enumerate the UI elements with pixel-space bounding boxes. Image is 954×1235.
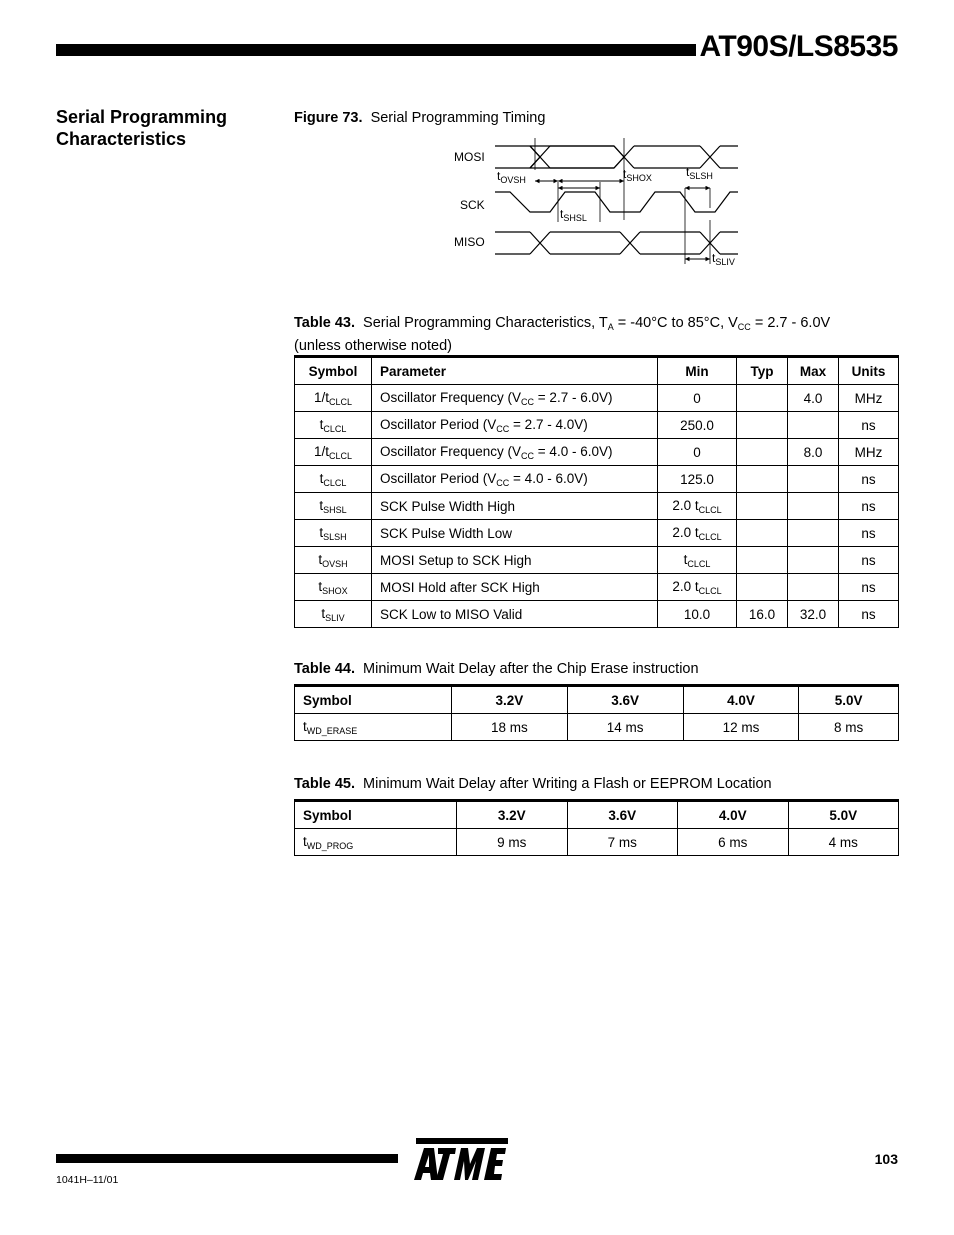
parameter-text-post: = 2.7 - 4.0V) [509,416,588,432]
th-units: Units [839,357,899,385]
table-header-row [295,801,899,829]
table-row [295,547,899,574]
th-3-6v: 3.6V [567,686,683,714]
th-symbol: Symbol [295,357,372,385]
parameter-text: Oscillator Period (V [380,470,497,486]
table-row [295,714,899,741]
symbol-sub: SLIV [325,612,345,623]
table43-caption-part: = -40°C to 85°C, V [613,315,738,331]
cell-symbol [295,466,372,493]
table45-caption-text: Minimum Wait Delay after Writing a Flash or EEPROM Location [363,776,772,792]
table43-caption-sub: A [607,322,614,332]
table43-caption-note: (unless otherwise noted) [294,338,452,354]
section-title: Serial Programming Characteristics [56,107,228,149]
parameter-sub: CC [496,477,510,488]
parameter-text: SCK Low to MISO Valid [380,606,523,622]
cell-symbol [295,547,372,574]
figure-caption-text: Serial Programming Timing [370,110,546,126]
th-symbol: Symbol [295,686,452,714]
cell-min [658,493,737,520]
label-tsliv: $t_{SLIV}$ [712,251,735,267]
units-value: ns [861,579,876,595]
th-4-0v: 4.0V [678,801,789,829]
units-value: ns [861,498,876,514]
cell-min [658,574,737,601]
cell-typ [737,493,788,520]
page-number: 103 [874,1151,898,1167]
cell-value: 9 ms [457,829,568,856]
min-value: 250.0 [680,417,714,433]
table-row [295,829,899,856]
sck-waveform [495,192,738,212]
symbol-sub: SLSH [323,531,347,542]
min-sub: CLCL [698,504,722,515]
symbol-base: t [319,524,324,540]
typ-value: 16.0 [748,606,776,622]
cell-parameter [372,601,658,628]
parameter-text-post: = 4.0 - 6.0V) [534,443,613,459]
symbol-base: t [303,833,307,849]
min-value: 125.0 [680,471,714,487]
symbol-sub: CLCL [329,396,353,407]
units-value: MHz [854,444,883,460]
min-value: 2.0 t [672,578,699,594]
timing-diagram [440,130,750,275]
units-value: ns [861,471,876,487]
th-typ: Typ [737,357,788,385]
cell-max [788,547,839,574]
label-tshsl: $t_{SHSL}$ [560,207,587,223]
min-sub: CLCL [698,531,722,542]
cell-value: 18 ms [452,714,568,741]
cell-parameter [372,439,658,466]
cell-typ [737,439,788,466]
cell-units [839,601,899,628]
table43-caption [294,314,900,356]
min-value: 2.0 t [672,497,699,513]
table-header-row [295,357,899,385]
cell-typ [737,466,788,493]
cell-typ [737,412,788,439]
table45-caption [294,775,772,794]
min-value: 0 [693,390,701,406]
footer-rule [56,1154,398,1163]
cell-symbol [295,574,372,601]
min-value: 2.0 t [672,524,699,540]
table43-label: Table 43. [294,315,355,331]
parameter-sub: CC [496,423,510,434]
table-row [295,520,899,547]
table-row [295,439,899,466]
table-row [295,466,899,493]
cell-symbol [295,714,452,741]
symbol-sub: SHOX [322,585,348,596]
cell-value: 6 ms [678,829,789,856]
table43-caption-part: = 2.7 - 6.0V [750,315,831,331]
symbol-sub: CLCL [323,477,347,488]
cell-max [788,466,839,493]
cell-parameter [372,412,658,439]
cell-symbol [295,829,457,856]
cell-symbol [295,493,372,520]
symbol-sub: OVSH [322,558,348,569]
cell-value: 4 ms [788,829,899,856]
cell-symbol [295,520,372,547]
units-value: ns [861,417,876,433]
cell-typ [737,520,788,547]
cell-max [788,493,839,520]
parameter-text: Oscillator Period (V [380,416,497,432]
table44 [294,684,899,741]
parameter-sub: CC [521,450,535,461]
cell-min [658,439,737,466]
cell-typ [737,574,788,601]
mosi-waveform [495,146,738,168]
cell-symbol [295,385,372,412]
parameter-text-post: = 2.7 - 6.0V) [534,389,613,405]
cell-units [839,493,899,520]
symbol-base: t [318,578,323,594]
symbol-sub: WD_ERASE [306,725,358,736]
cell-units [839,466,899,493]
th-5-0v: 5.0V [788,801,899,829]
parameter-text: MOSI Hold after SCK High [380,579,540,595]
table43 [294,355,899,628]
units-value: ns [861,606,876,622]
th-3-2v: 3.2V [452,686,568,714]
parameter-sub: CC [521,396,535,407]
min-sub: CLCL [698,585,722,596]
th-3-6v: 3.6V [567,801,678,829]
signal-label-mosi: MOSI [454,150,485,164]
symbol-base: t [319,470,324,486]
units-value: ns [861,552,876,568]
th-symbol: Symbol [295,801,457,829]
cell-typ [737,385,788,412]
table-row [295,493,899,520]
cell-typ [737,601,788,628]
cell-symbol [295,412,372,439]
th-4-0v: 4.0V [683,686,799,714]
table44-caption-text: Minimum Wait Delay after the Chip Erase instruction [363,661,699,677]
th-min: Min [658,357,737,385]
units-value: MHz [854,390,883,406]
cell-min [658,385,737,412]
table-row [295,574,899,601]
min-sub: CLCL [687,558,711,569]
cell-symbol [295,439,372,466]
parameter-text: Oscillator Frequency (V [380,443,522,459]
cell-parameter [372,574,658,601]
th-3-2v: 3.2V [457,801,568,829]
min-value: t [683,551,688,567]
th-max: Max [788,357,839,385]
cell-value: 14 ms [567,714,683,741]
cell-max [788,574,839,601]
label-tovsh: $t_{OVSH}$ [497,169,526,185]
symbol-sub: SHSL [323,504,347,515]
cell-min [658,547,737,574]
signal-label-sck: SCK [460,198,485,212]
max-value: 32.0 [799,606,827,622]
symbol-base: t [321,605,326,621]
label-tslsh: $t_{SLSH}$ [686,165,713,181]
table44-label: Table 44. [294,661,355,677]
cell-max [788,412,839,439]
cell-units [839,520,899,547]
cell-typ [737,547,788,574]
min-value: 10.0 [683,606,711,622]
symbol-base: t [319,497,324,513]
parameter-text: MOSI Setup to SCK High [380,552,532,568]
document-code: 1041H–11/01 [56,1174,119,1186]
symbol-sub: CLCL [323,423,347,434]
atmel-logo [410,1136,510,1184]
cell-parameter [372,493,658,520]
parameter-text: SCK Pulse Width High [380,498,516,514]
page-title: AT90S/LS8535 [699,30,898,63]
header-rule [56,44,696,56]
cell-value: 8 ms [799,714,899,741]
table43-caption-sub: CC [737,322,751,332]
cell-units [839,439,899,466]
table43-caption-part: Serial Programming Characteristics, T [363,315,608,331]
cell-value: 7 ms [567,829,678,856]
table-row [295,385,899,412]
parameter-text: Oscillator Frequency (V [380,389,522,405]
miso-waveform [495,232,738,254]
table45 [294,799,899,856]
symbol-base: 1/t [313,389,329,405]
cell-parameter [372,385,658,412]
figure-caption [294,110,545,126]
table-header-row [295,686,899,714]
cell-min [658,520,737,547]
cell-parameter [372,466,658,493]
cell-units [839,574,899,601]
cell-parameter [372,520,658,547]
parameter-text: SCK Pulse Width Low [380,525,513,541]
table-row [295,412,899,439]
th-5-0v: 5.0V [799,686,899,714]
signal-label-miso: MISO [454,235,485,249]
timing-reference-lines [535,138,710,264]
max-value: 4.0 [803,390,823,406]
table45-label: Table 45. [294,776,355,792]
cell-units [839,385,899,412]
cell-min [658,412,737,439]
max-value: 8.0 [803,444,823,460]
parameter-text-post: = 4.0 - 6.0V) [509,470,588,486]
cell-value: 12 ms [683,714,799,741]
min-value: 0 [693,444,701,460]
cell-max [788,520,839,547]
cell-units [839,547,899,574]
table44-caption [294,660,699,679]
cell-symbol [295,601,372,628]
label-tshox: $t_{SHOX}$ [623,167,652,183]
cell-units [839,412,899,439]
cell-min [658,466,737,493]
cell-max [788,601,839,628]
symbol-base: t [318,551,323,567]
table-row [295,601,899,628]
symbol-sub: CLCL [329,450,353,461]
th-parameter: Parameter [372,357,658,385]
units-value: ns [861,525,876,541]
symbol-base: 1/t [313,443,329,459]
figure-label: Figure 73. [294,110,363,126]
symbol-base: t [319,416,324,432]
cell-max [788,385,839,412]
cell-max [788,439,839,466]
cell-parameter [372,547,658,574]
cell-min [658,601,737,628]
symbol-base: t [303,718,307,734]
symbol-sub: WD_PROG [306,840,354,851]
